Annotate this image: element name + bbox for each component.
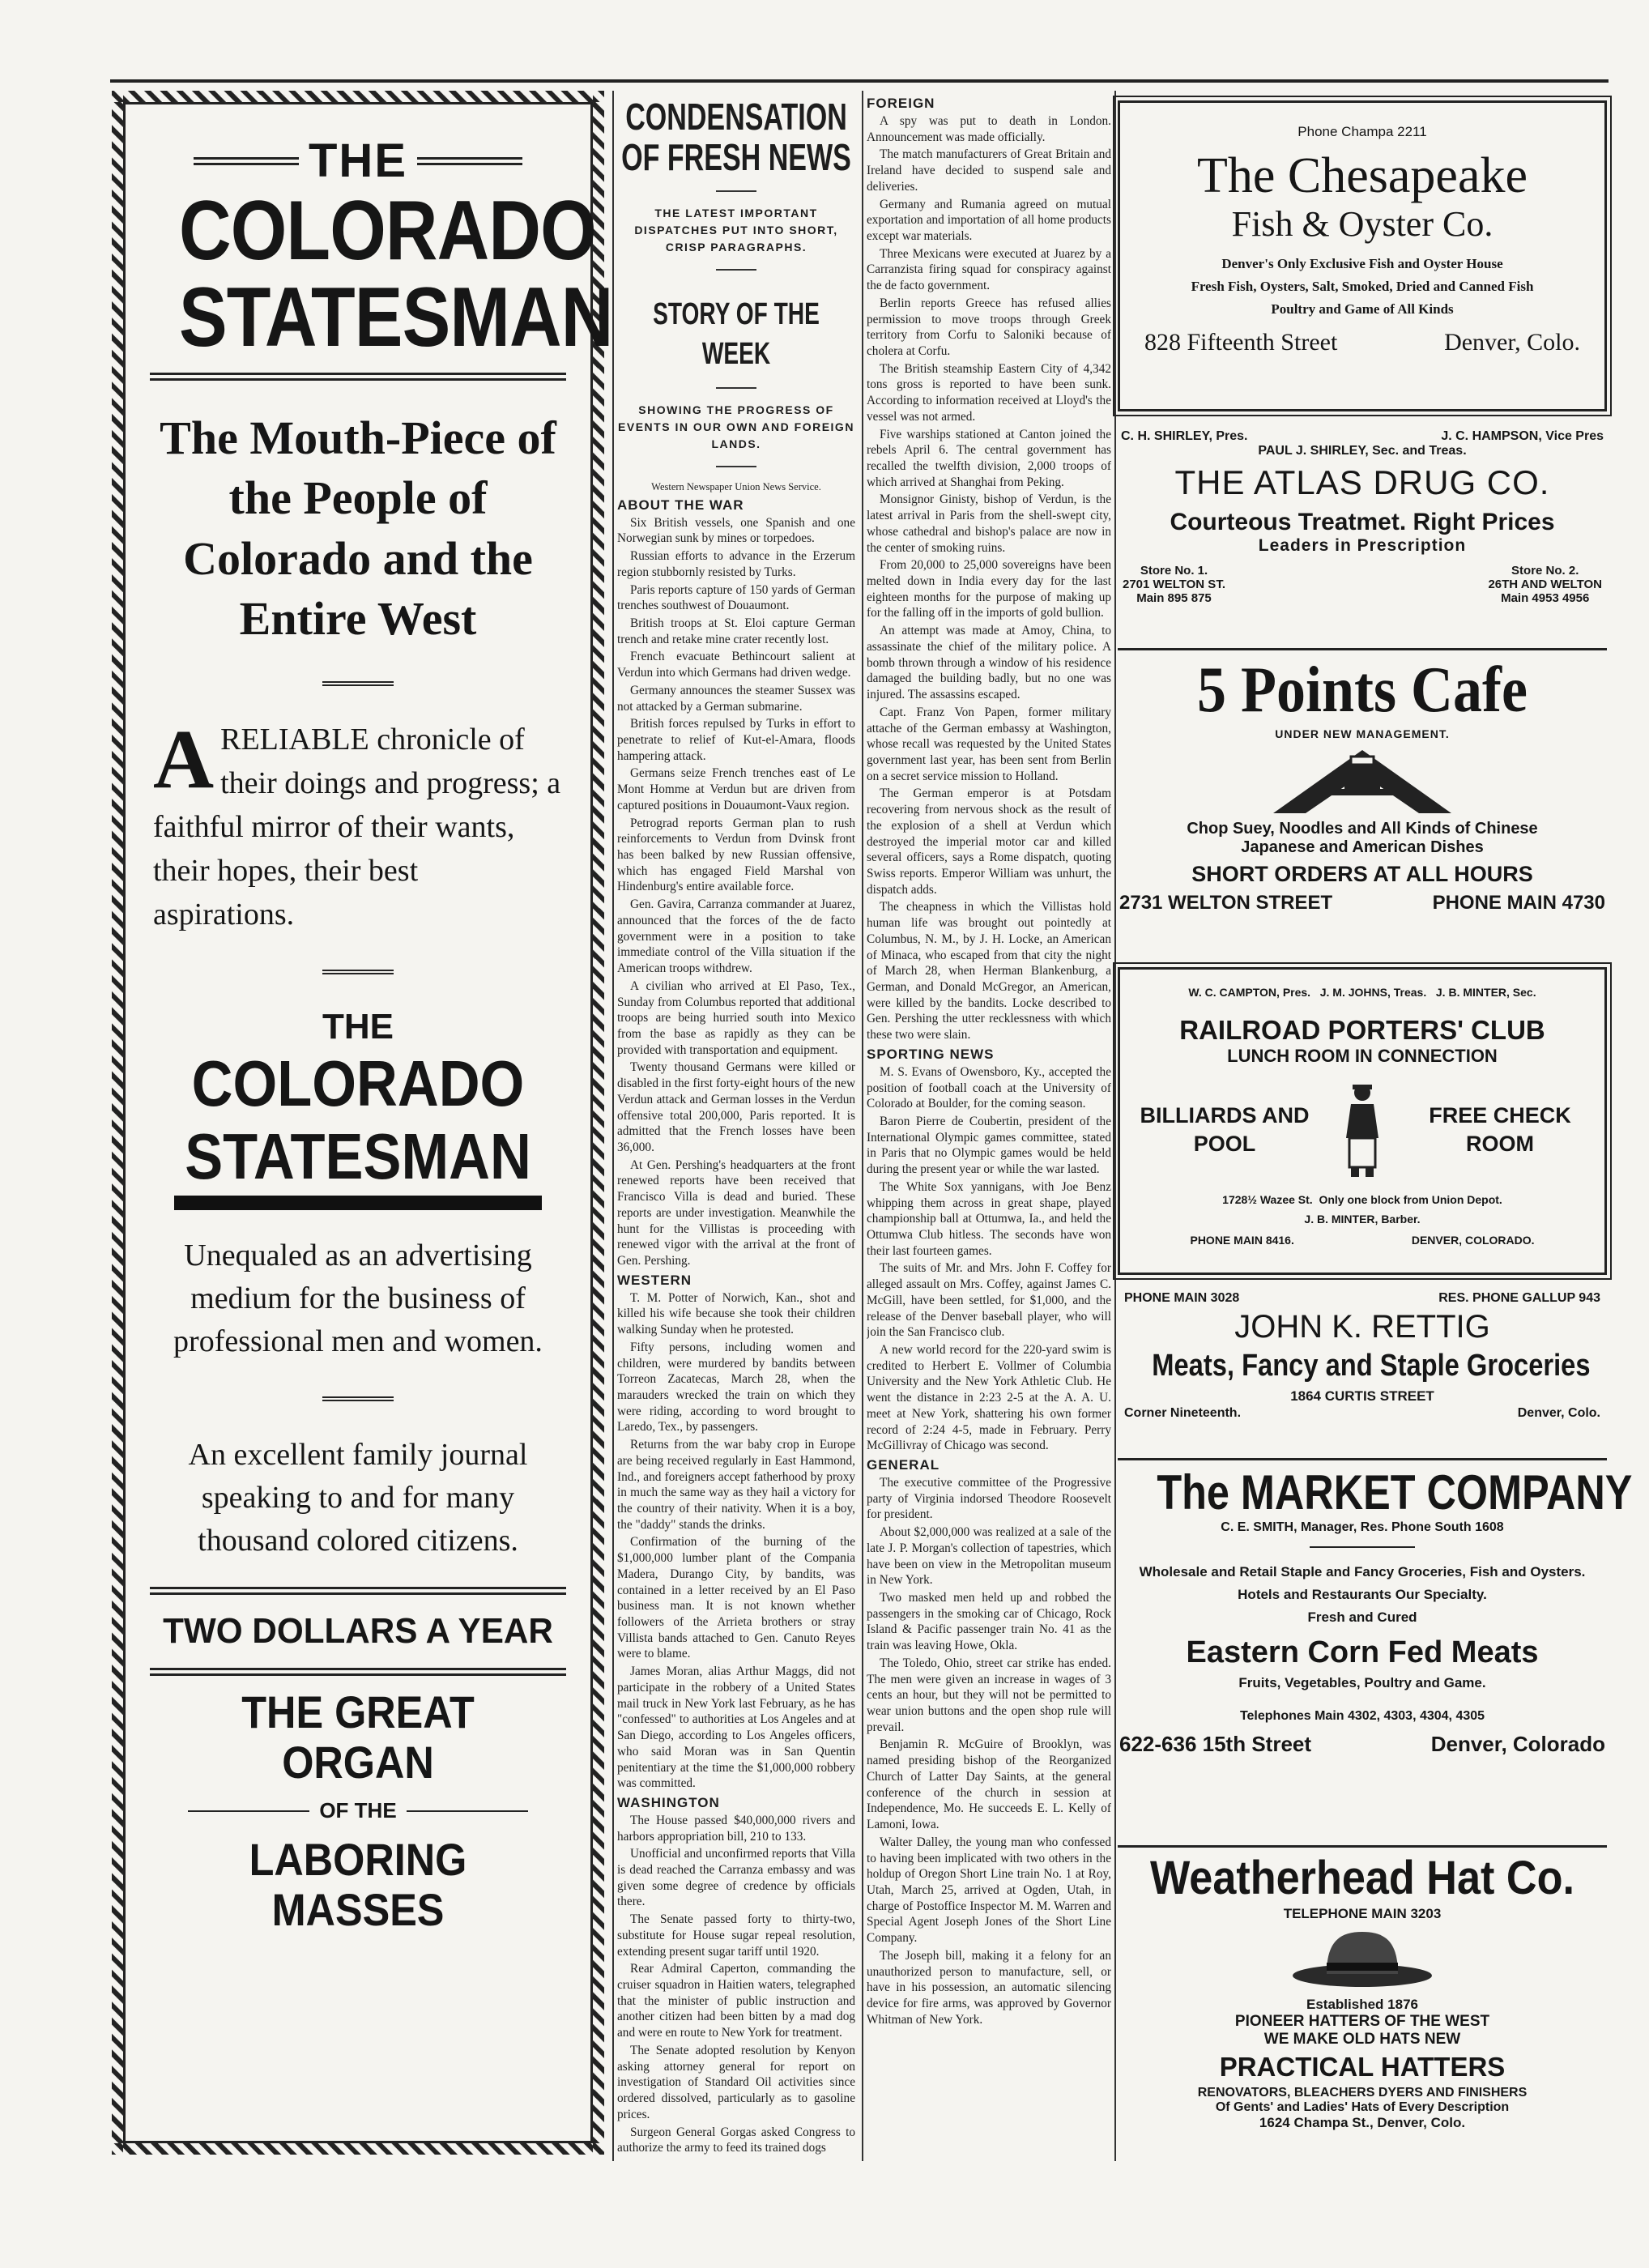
- atlas-sec: PAUL J. SHIRLEY, Sec. and Treas.: [1258, 444, 1467, 458]
- market-phones: Telephones Main 4302, 4303, 4304, 4305: [1239, 1709, 1485, 1723]
- rettig-corner-row: [1118, 1406, 1607, 1421]
- weatherhead-renovators: RENOVATORS, BLEACHERS DYERS AND FINISHERS: [1197, 2085, 1528, 2100]
- chesapeake-line2: Fresh Fish, Oysters, Salt, Smoked, Dried and Canned Fish: [1191, 278, 1534, 294]
- reliable-text: RELIABLE chronicle of their doings and progress; a faithful mirror of their wants, their hopes, their best aspirations.: [153, 723, 561, 932]
- drop-cap: A: [153, 713, 215, 807]
- masthead-panel: [112, 91, 613, 2155]
- rule: [716, 190, 756, 192]
- market-address-row: [1118, 1732, 1607, 1757]
- atlas-stores: [1118, 556, 1607, 605]
- news-item: From 20,000 to 25,000 sovereigns have been melted down in India every day for the last eighteen months for the purpose of making up for the falling off in the imports of gold bullion.: [867, 558, 1111, 620]
- column-rule: [1114, 91, 1116, 2161]
- ad-atlas-drug: [1118, 429, 1607, 642]
- masthead-the-2: THE: [322, 1006, 394, 1047]
- chesapeake-line3: Poultry and Game of All Kinds: [1271, 301, 1454, 317]
- news-item: At Gen. Pershing's headquarters at the front renewed reports have been received that Francisco Villa is dead and buried. These reports are under investigation. Meanwhile the hunt for the Villistas is proceeding with renewed vigor with the arrival at the front of Gen. Pershing.: [617, 1157, 855, 1268]
- ornament-rule: [322, 681, 394, 686]
- store-1-title: Store No. 1.: [1140, 564, 1208, 578]
- news-item: Russian efforts to advance in the Erzerum region stubbornly resisted by Turks.: [617, 549, 855, 579]
- section-head-sporting: SPORTING NEWS: [867, 1046, 995, 1062]
- news-item: The Senate adopted resolution by Kenyon asking attorney general for report on investigation of Standard Oil activities since ordered dissolved, particularly as to gasoline prices.: [617, 2043, 855, 2121]
- news-item: Capt. Franz Von Papen, former military attache of the German embassy at Washington, whose recall was requested by the United States government last year, has been sent from Berlin on a secret service mission to Holland.: [867, 705, 1111, 783]
- news-item: Germans seize French trenches east of Le Mont Homme at Verdun but are driven from captured positions in Douaumont-Vaux region.: [617, 766, 855, 812]
- rule: [716, 387, 756, 389]
- market-address: 622-636 15th Street: [1119, 1732, 1312, 1756]
- news-item: The cheapness in which the Villistas hold human life was brought out pointedly at Columbus, N. M., by J. H. Locke, an American of Minaca, who escaped from that city the night of March 28, when Herman Blankenburg, a German, and Donald McGregor, an American, were killed by the bandits. Locke described to Gen. Pershing the utter recklessness with which these two were slain.: [867, 900, 1111, 1042]
- masthead-inner: [123, 102, 613, 2143]
- thick-rule: [174, 1196, 542, 1210]
- news-item: Two masked men held up and robbed the passengers in the smoking car of Chicago, Rock Island & Pacific passenger train No. 41 as the train was leaving Howe, Okla.: [867, 1591, 1111, 1653]
- masthead-title-line1: COLORADO: [178, 184, 596, 278]
- news-item: M. S. Evans of Owensboro, Ky., accepted the position of football coach at the University of Colorado at Boulder, for the coming season.: [867, 1064, 1111, 1111]
- ornament-rule: [322, 970, 394, 974]
- news-item: A spy was put to death in London. Announcement was made officially.: [867, 113, 1111, 144]
- ad-separator: [1118, 1458, 1607, 1460]
- weatherhead-pioneer: PIONEER HATTERS OF THE WEST: [1234, 2012, 1490, 2030]
- cafe-line1: Chop Suey, Noodles and All Kinds of Chinese: [1187, 820, 1538, 838]
- news-item: Unofficial and unconfirmed reports that Villa is dead reached the Carranza embassy and was given some degree of credence by officials there.: [617, 1847, 855, 1909]
- news-item: The Joseph bill, making it a felony for an unauthorized person to manufacture, sell, or have in his possession, an automatic silencing device for fire arms, was approved by Governor Whitman of New York.: [867, 1948, 1111, 2027]
- porters-name: RAILROAD PORTERS' CLUB: [1179, 1015, 1545, 1045]
- chesapeake-address-row: [1133, 329, 1591, 356]
- porter-figure-icon: [1338, 1081, 1387, 1179]
- news-item: The suits of Mr. and Mrs. John F. Coffey for alleged assault on Mrs. Coffey, against James C. McGill, have been settled, for $1,000, and the release of the Denver baseball player, who will join the San Francisco club.: [867, 1261, 1111, 1340]
- news-service-credit: Western Newspaper Union News Service.: [651, 480, 821, 492]
- news-item: Five warships stationed at Canton joined the rebels April 6. The central government has recalled the twelfth division, 2,000 troops of which arrived at Shanghai from Peking.: [867, 427, 1111, 489]
- news-item: Twenty thousand Germans were killed or disabled in the first forty-eight hours of the new Verdun attack and German losses in the Verdun offensive total 200,000, Paris reported. It is admitted that the French losses have been 36,000.: [617, 1060, 855, 1154]
- atlas-vp: J. C. HAMPSON, Vice Pres: [1441, 429, 1604, 443]
- section-head-general: GENERAL: [867, 1457, 940, 1473]
- sporting-items: [867, 1064, 1111, 1454]
- chesapeake-line1: Denver's Only Exclusive Fish and Oyster House: [1221, 255, 1503, 271]
- atlas-pres: C. H. SHIRLEY, Pres.: [1121, 429, 1248, 443]
- masthead-the: THE: [150, 134, 566, 188]
- column-rule: [862, 91, 863, 2161]
- masthead-masses: LABORING MASSES: [249, 1834, 467, 1936]
- porters-phone: PHONE MAIN 8416.: [1190, 1234, 1294, 1247]
- market-name: The MARKET COMPANY: [1157, 1465, 1633, 1520]
- market-line3: Fresh and Cured: [1307, 1609, 1417, 1625]
- porters-address: 1728½ Wazee St. Only one block from Union Depot.: [1222, 1193, 1502, 1206]
- store-1-phone: Main 895 875: [1136, 591, 1212, 605]
- condensation-subtitle: THE LATEST IMPORTANT DISPATCHES PUT INTO SHORT, CRISP PARAGRAPHS.: [634, 206, 838, 254]
- news-item: The match manufacturers of Great Britain and Ireland have decided to suspend sale and deliveries.: [867, 147, 1111, 194]
- ornament-rule: [322, 1396, 394, 1401]
- story-title: STORY OF THE WEEK: [653, 296, 820, 371]
- news-item: Germany and Rumania agreed on mutual exportation and importation of all home products except war materials.: [867, 197, 1111, 243]
- news-item: The British steamship Eastern City of 4,342 tons gross is reported to have been sunk. According to information received at Lloyd's the vessel was not armed.: [867, 361, 1111, 424]
- news-item: The House passed $40,000,000 rivers and harbors appropriation bill, 210 to 133.: [617, 1813, 855, 1844]
- news-item: An attempt was made at Amoy, China, to assassinate the chief of the military police. A bomb thrown through a window of his residence damaged the building badly, but no one was injured. The assassins escaped.: [867, 624, 1111, 702]
- masthead-family: An excellent family journal speaking to and for many thousand colored citizens.: [188, 1437, 528, 1558]
- cafe-address-row: [1118, 892, 1607, 914]
- ad-chesapeake: [1118, 100, 1607, 411]
- chesapeake-address: 828 Fifteenth Street: [1144, 328, 1338, 356]
- western-items: [617, 1290, 855, 1792]
- news-item: The German emperor is at Potsdam recovering from nervous shock as the result of the explosion of a shell at Verdun which destroyed the imperial motor car and killed several officers, says a Rome dispatch, quoting Swiss reports. Emperor William was unhurt, the dispatch adds.: [867, 787, 1111, 897]
- washington-items: [617, 1813, 855, 2156]
- news-item: Germany announces the steamer Sussex was not attacked by a German submarine.: [617, 683, 855, 714]
- masthead-title2-line2: STATESMAN: [185, 1119, 531, 1192]
- porters-barber: J. B. MINTER, Barber.: [1304, 1213, 1421, 1226]
- section-head-washington: WASHINGTON: [617, 1794, 720, 1810]
- rettig-city: Denver, Colo.: [1517, 1406, 1600, 1420]
- cafe-management: UNDER NEW MANAGEMENT.: [1275, 727, 1450, 740]
- masthead-organ: THE GREAT ORGAN: [241, 1686, 475, 1788]
- chesapeake-phone: Phone Champa 2211: [1297, 124, 1427, 139]
- atlas-slogan: Courteous Treatmet. Right Prices: [1170, 509, 1555, 535]
- weatherhead-address: 1624 Champa St., Denver, Colo.: [1259, 2114, 1466, 2130]
- news-item: The Toledo, Ohio, street car strike has ended. The men were given an increase in wages of 3 cents an hour, but they will not be permitted to wear union buttons and the open shop rule will prevail.: [867, 1656, 1111, 1734]
- news-item: Rear Admiral Caperton, commanding the cruiser squadron in Haitien waters, telegraphed that the minister of public instruction and another citizen had been bitten by a mad dog and were en route to New York for treatment.: [617, 1962, 855, 2040]
- news-item: Surgeon General Gorgas asked Congress to authorize the army to feed its trained dogs: [617, 2125, 855, 2155]
- weatherhead-phone: TELEPHONE MAIN 3203: [1283, 1905, 1442, 1921]
- ad-weatherhead-hat-co: [1118, 1852, 1607, 2168]
- store-2-title: Store No. 2.: [1511, 564, 1579, 578]
- news-item: Petrograd reports German plan to rush reinforcements to Verdun from Dvinsk front has been balked by new Russian offensive, which has engaged Field Marshal von Hindenburg's entire available force.: [617, 816, 855, 894]
- rettig-res-phone: RES. PHONE GALLUP 943: [1438, 1291, 1600, 1305]
- news-item: French evacuate Bethincourt salient at Verdun into which Germans had driven wedge.: [617, 650, 855, 680]
- condensation-title-2: OF FRESH NEWS: [621, 136, 851, 179]
- cafe-line3: SHORT ORDERS AT ALL HOURS: [1191, 862, 1533, 886]
- porters-bottom-row: [1131, 1234, 1593, 1247]
- rettig-phone: PHONE MAIN 3028: [1124, 1291, 1240, 1305]
- news-item: Walter Dalley, the young man who confessed to having been implicated with two others in the holdup of Oregon Short Line train No. 1 at Roy, Utah, March 25, arrived at Ogden, Utah, in charge of Postoffice Inspector M. M. Warren and Special Agent Joseph Jones of the Short Line Company.: [867, 1835, 1111, 1946]
- chesapeake-city: Denver, Colo.: [1444, 328, 1580, 356]
- foreign-items: [867, 113, 1111, 1043]
- atlas-officers-row: [1118, 429, 1607, 444]
- market-line2: Hotels and Restaurants Our Specialty.: [1238, 1587, 1487, 1602]
- rettig-phones-row: [1118, 1291, 1607, 1306]
- market-headline: Eastern Corn Fed Meats: [1186, 1635, 1539, 1669]
- section-head-foreign: FOREIGN: [867, 96, 935, 111]
- news-column-a: [617, 92, 855, 2158]
- news-item: A civilian who arrived at El Paso, Tex., Sunday from Columbus reported that additional troops are being hurried south into Mexico from the base as rapidly as they can be provided with transportation and equipment.: [617, 978, 855, 1057]
- news-item: Fifty persons, including women and children, were murdered by bandits between Torreon Zacatecas, March 28, when the marauders wrecked the train on which they were riding, according to word brought to Laredo, Tex., by passengers.: [617, 1340, 855, 1435]
- atlas-name: THE ATLAS DRUG CO.: [1174, 463, 1550, 501]
- war-items: [617, 515, 855, 1269]
- rettig-corner: Corner Nineteenth.: [1124, 1406, 1242, 1420]
- news-item: The White Sox yannigans, with Joe Benz whipping them across in great shape, played championship ball at Ottumwa, Ia., and held the Ottumwa Club hitless. The seconds have won their last fourteen games.: [867, 1179, 1111, 1258]
- chesapeake-sub: Fish & Oyster Co.: [1231, 204, 1493, 245]
- news-item: Berlin reports Greece has refused allies permission to move troops through Greek territory from Corfu to Saloniki because of cholera at Corfu.: [867, 296, 1111, 358]
- ad-railroad-porters-club: [1118, 967, 1607, 1275]
- masthead-price: TWO DOLLARS A YEAR: [163, 1611, 553, 1652]
- porters-officers: W. C. CAMPTON, Pres. J. M. JOHNS, Treas. J. B. MINTER, Sec.: [1188, 986, 1536, 999]
- masthead-mouthpiece: The Mouth-Piece of the People of Colorado and the Entire West: [160, 411, 556, 645]
- ad-john-k-rettig: [1118, 1291, 1607, 1452]
- masthead-unequaled: Unequaled as an advertising medium for the business of professional men and women.: [173, 1238, 543, 1359]
- news-item: Returns from the war baby crop in Europe are being received regularly in East Hammond, Ind., and foreigners accept fatherhood by proxy in much the same way as they hail a victory for the country of their nativity. When it is a boy, the "daddy" stands the drinks.: [617, 1438, 855, 1532]
- porters-left: BILLIARDS AND POOL: [1140, 1102, 1310, 1156]
- rule: [1310, 1546, 1415, 1548]
- news-item: Gen. Gavira, Carranza commander at Juarez, announced that the forces of the de facto government were in a position to take immediate control of the Villa situation if the American troops withdrew.: [617, 897, 855, 976]
- store-1-address: 2701 WELTON ST.: [1123, 578, 1225, 591]
- market-line4: Fruits, Vegetables, Poultry and Game.: [1238, 1675, 1486, 1690]
- story-subtitle: SHOWING THE PROGRESS OF EVENTS IN OUR OWN AND FOREIGN LANDS.: [618, 403, 854, 450]
- news-item: Paris reports capture of 150 yards of German trenches southwest of Douaumont.: [617, 582, 855, 613]
- section-head-war: ABOUT THE WAR: [617, 497, 744, 513]
- masthead-rule: [150, 373, 566, 381]
- hat-icon: [1289, 1927, 1435, 1992]
- porters-features-row: [1131, 1076, 1593, 1183]
- ad-separator: [1118, 1845, 1607, 1848]
- news-item: About $2,000,000 was realized at a sale of the late J. P. Morgan's collection of tapestries, which have been on view in the Metropolitan museum in New York.: [867, 1525, 1111, 1588]
- news-item: A new world record for the 220-yard swim is credited to Herbert E. Vollmer of Columbia University and the New York Athletic Club. He went the distance in 2:23 2-5 at the A. A. U. meet at New York, shattering his own former record of 2:24 4-5, made in February. Perry McGillivray of Chicago was second.: [867, 1343, 1111, 1453]
- news-item: The executive committee of the Progressive party of Virginia indorsed Theodore Roosevelt for president.: [867, 1475, 1111, 1522]
- rettig-line: Meats, Fancy and Staple Groceries: [1152, 1349, 1591, 1383]
- cafe-name: 5 Points Cafe: [1197, 654, 1528, 726]
- news-item: British troops at St. Eloi capture German trench and retake mine crater recently lost.: [617, 616, 855, 646]
- masthead-title2-line1: COLORADO: [191, 1047, 525, 1119]
- masthead-of-the: OF THE: [150, 1798, 566, 1823]
- cafe-address: 2731 WELTON STREET: [1119, 892, 1333, 914]
- ad-5-points-cafe: [1118, 654, 1607, 954]
- atlas-store-2: [1488, 564, 1602, 605]
- news-column-b: [867, 92, 1111, 2158]
- masthead-rule: [150, 1587, 566, 1595]
- market-line1: Wholesale and Retail Staple and Fancy Groceries, Fish and Oysters.: [1139, 1564, 1586, 1580]
- atlas-store-1: [1123, 564, 1225, 605]
- atlas-leaders: Leaders in Prescription: [1258, 536, 1467, 555]
- porters-right: FREE CHECK ROOM: [1429, 1102, 1571, 1156]
- cafe-line2: Japanese and American Dishes: [1241, 838, 1484, 856]
- page-top-rule: [110, 79, 1609, 83]
- masthead-reliable: [153, 713, 563, 937]
- ad-market-company: [1118, 1464, 1633, 1837]
- ad-separator: [1118, 648, 1607, 650]
- rettig-street: 1864 CURTIS STREET: [1290, 1388, 1434, 1404]
- rule: [716, 269, 756, 271]
- rettig-name: JOHN K. RETTIG: [1234, 1309, 1490, 1345]
- market-city: Denver, Colorado: [1430, 1732, 1605, 1756]
- weatherhead-practical: PRACTICAL HATTERS: [1219, 2051, 1506, 2082]
- porters-lunch: LUNCH ROOM IN CONNECTION: [1227, 1046, 1498, 1066]
- news-item: Six British vessels, one Spanish and one Norwegian sunk by mines or torpedoes.: [617, 515, 855, 546]
- news-item: Confirmation of the burning of the $1,000,000 lumber plant of the Compania Madera, Durango City, by bandits, was contained in a letter received by an El Paso business man. It is not known whether followers of the Arrieta brothers or stray Villista bands attached to Gen. Canuto Reyes were to blame.: [617, 1535, 855, 1661]
- news-item: T. M. Potter of Norwich, Kan., shot and killed his wife because she took their children walking Sunday when he protested.: [617, 1290, 855, 1337]
- market-manager: C. E. SMITH, Manager, Res. Phone South 1608: [1221, 1520, 1504, 1534]
- weatherhead-name: Weatherhead Hat Co.: [1149, 1852, 1575, 1904]
- masthead-rule: [150, 1668, 566, 1676]
- general-items: [867, 1475, 1111, 2027]
- news-item: Monsignor Ginisty, bishop of Verdun, is the latest arrival in Paris from the shell-swept city, whose cathedral and bishop's palace are now in the center of smoking ruins.: [867, 492, 1111, 555]
- news-item: Three Mexicans were executed at Juarez by a Carranzista firing squad for conspiracy against the de facto government.: [867, 246, 1111, 293]
- cafe-phone: PHONE MAIN 4730: [1432, 892, 1605, 914]
- store-2-phone: Main 4953 4956: [1501, 591, 1590, 605]
- news-item: British forces repulsed by Turks in effort to penetrate to relief of Kut-el-Amara, floods hampering attack.: [617, 717, 855, 763]
- condensation-title-1: CONDENSATION: [625, 96, 847, 138]
- news-item: Baron Pierre de Coubertin, president of the International Olympic games committee, stated in Paris that no Olympic games would be held during the present year or while the war lasted.: [867, 1114, 1111, 1177]
- news-item: James Moran, alias Arthur Maggs, did not participate in the robbery of a United States mail truck in New York last February, as he has "confessed" to authorities at Los Angeles and at San Diego, according to Los Angeles officers, who said Moran was in San Quentin penitentiary at the time the $1,000,000 robbery was committed.: [617, 1665, 855, 1791]
- porters-city: DENVER, COLORADO.: [1411, 1234, 1535, 1247]
- news-item: The Senate passed forty to thirty-two, substitute for House sugar repeal resolution, extending present sugar tariff until 1920.: [617, 1912, 855, 1959]
- rule: [716, 466, 756, 467]
- weatherhead-est: Established 1876: [1306, 1996, 1418, 2012]
- cafe-emblem-icon: [1273, 745, 1451, 815]
- news-item: Benjamin R. McGuire of Brooklyn, was named presiding bishop of the Reorganized Church of Latter Day Saints, at the general conference of the church in session at Independence, Mo. He succeeds E. L. Kelly of Lamoni, Iowa.: [867, 1737, 1111, 1832]
- masthead-title-line2: STATESMAN: [178, 271, 613, 365]
- weatherhead-new: WE MAKE OLD HATS NEW: [1263, 2030, 1461, 2048]
- chesapeake-name: The Chesapeake: [1197, 148, 1528, 203]
- section-head-western: WESTERN: [617, 1272, 692, 1288]
- weatherhead-of: Of Gents' and Ladies' Hats of Every Description: [1215, 2100, 1510, 2114]
- store-2-address: 26TH AND WELTON: [1488, 578, 1602, 591]
- column-rule: [612, 91, 614, 2161]
